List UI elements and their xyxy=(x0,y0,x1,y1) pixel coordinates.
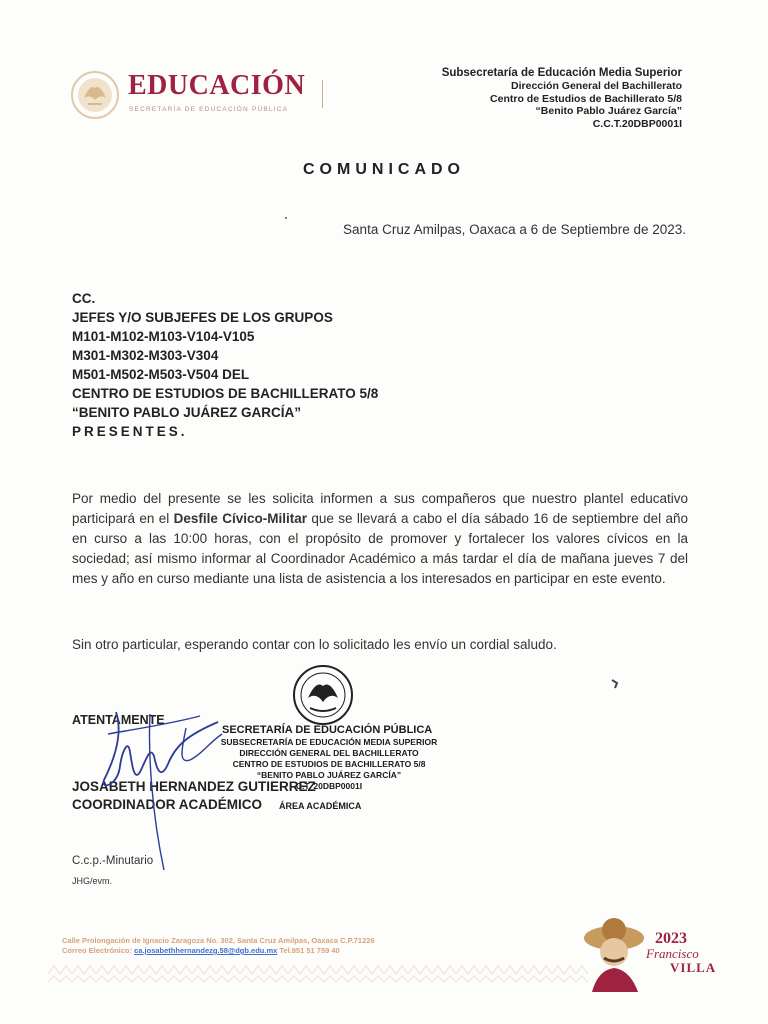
recipient-line: CC. xyxy=(72,291,96,306)
logo-divider xyxy=(322,80,323,108)
ccp-line: C.c.p.-Minutario xyxy=(72,855,154,867)
recipient-line: M101-M102-M103-V104-V105 xyxy=(72,329,255,344)
email-label: Correo Electrónico: xyxy=(62,946,135,955)
event-name: Desfile Cívico-Militar xyxy=(173,511,308,526)
stamp-line: SUBSECRETARÍA DE EDUCACIÓN MEDIA SUPERIOR xyxy=(220,737,438,747)
stamp-line: SECRETARÍA DE EDUCACIÓN PÚBLICA xyxy=(222,724,433,736)
initials-line: JHG/evm. xyxy=(72,876,113,886)
villa-first-name: Francisco xyxy=(646,946,699,961)
sep-logo xyxy=(70,66,330,122)
closing-paragraph: Sin otro particular, esperando contar con lo solicitado les envío un cordial saludo. xyxy=(72,637,557,652)
body-paragraph xyxy=(72,489,688,589)
recipient-line: PRESENTES. xyxy=(72,424,188,439)
stamp-line: “BENITO PABLO JUÁREZ GARCÍA” xyxy=(256,770,402,780)
recipient-line: CENTRO DE ESTUDIOS DE BACHILLERATO 5/8 xyxy=(72,386,379,401)
speck xyxy=(285,217,287,219)
phone-text: Tel.951 51 759 40 xyxy=(277,946,340,955)
recipient-line: JEFES Y/O SUBJEFES DE LOS GRUPOS xyxy=(72,310,333,325)
institution-header xyxy=(442,66,682,130)
handwritten-signature xyxy=(90,694,230,878)
recipient-line: M501-M502-M503-V504 DEL xyxy=(72,367,250,382)
header-line: Subsecretaría de Educación Media Superior xyxy=(441,67,682,79)
decorative-band xyxy=(48,962,588,986)
eagle-seal-icon xyxy=(70,70,120,120)
body-text: Por medio del presente se les solicita informen a sus compañeros que nuestro plantel educativo participará en el xyxy=(72,491,688,526)
header-line: C.C.T.20DBP0001I xyxy=(592,117,682,130)
logo-subtitle: SECRETARÍA DE EDUCACIÓN PÚBLICA xyxy=(129,106,289,113)
villa-year: 2023 xyxy=(655,930,687,947)
stamp-line: CENTRO DE ESTUDIOS DE BACHILLERATO 5/8 xyxy=(232,759,426,769)
signer-position: COORDINADOR ACADÉMICO xyxy=(72,797,262,812)
footer xyxy=(62,936,375,956)
ink-mark xyxy=(610,676,624,690)
recipients-block xyxy=(72,289,378,441)
stamp-line: C.T. 20DBP0001I xyxy=(295,781,363,791)
recipient-line: M301-M302-M303-V304 xyxy=(72,348,219,363)
footer-address: Calle Prolongación de Ignacio Zaragoza No. 302, Santa Cruz Amilpas, Oaxaca C.P.71226 xyxy=(62,936,375,945)
stamp-line: DIRECCIÓN GENERAL DEL BACHILLERATO xyxy=(239,748,419,758)
footer-contact xyxy=(62,946,375,956)
logo-wordmark: EDUCACIÓN xyxy=(128,70,306,101)
header-line: “Benito Pablo Juárez García” xyxy=(535,105,682,117)
header-line: Dirección General del Bachillerato xyxy=(511,80,682,92)
stamp-area: ÁREA ACADÉMICA xyxy=(279,801,362,811)
recipient-line: “BENITO PABLO JUÁREZ GARCÍA” xyxy=(72,405,302,420)
atentamente-label: ATENTAMENTE xyxy=(72,713,165,727)
villa-2023-logo xyxy=(578,912,718,994)
email-link[interactable]: ca.josabethhernandezg.58@dgb.edu.mx xyxy=(134,946,278,955)
signer-name: JOSABETH HERNANDEZ GUTIERREZ xyxy=(72,779,316,794)
date-line: Santa Cruz Amilpas, Oaxaca a 6 de Septiembre de 2023. xyxy=(343,222,686,237)
national-seal-icon xyxy=(290,664,356,726)
villa-last-name: VILLA xyxy=(670,960,717,975)
document-title: COMUNICADO xyxy=(303,161,465,178)
body-text: que se llevará a cabo el día sábado 16 de septiembre del año en curso a las 10:00 horas, con el propósito de promover y fortalecer los valores cívicos en la sociedad; así mismo informar al Coordinador Académico a más tardar el día de mañana jueves 7 del mes y año en curso mediante una lista de asistencia a los interesados en participar en este evento. xyxy=(72,511,688,586)
header-line: Centro de Estudios de Bachillerato 5/8 xyxy=(490,92,682,105)
